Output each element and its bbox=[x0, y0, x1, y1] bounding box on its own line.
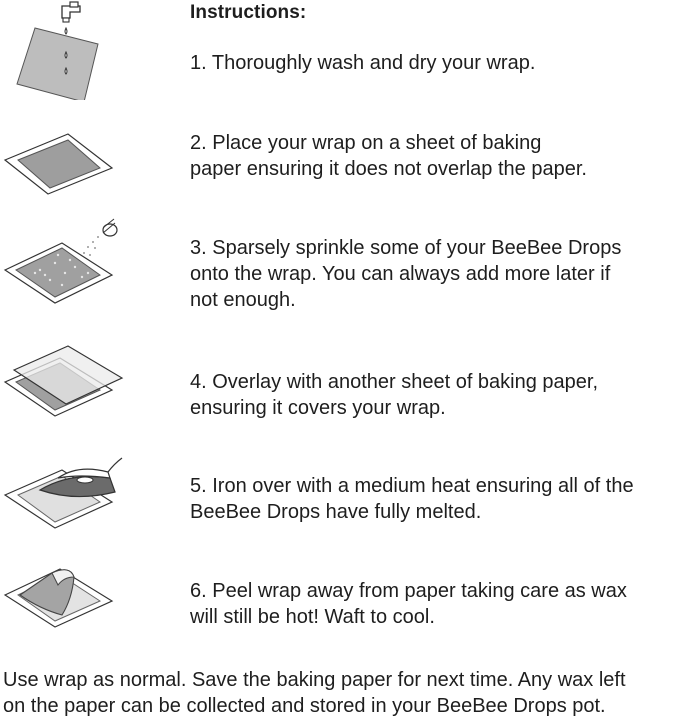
step-4-text: 4. Overlay with another sheet of baking paper, ensuring it covers your wrap. bbox=[190, 371, 599, 419]
step-6-text: 6. Peel wrap away from paper taking care as wax will still be hot! Waft to cool. bbox=[190, 580, 627, 628]
peel-wrap-icon bbox=[0, 555, 180, 635]
step-1-text: 1. Thoroughly wash and dry your wrap. bbox=[190, 52, 536, 74]
footer-note: Use wrap as normal. Save the baking paper for next time. Any wax left on the paper can be collected and stored in your BeeBee Drops pot. bbox=[3, 669, 626, 717]
tap-water-wrap-icon bbox=[0, 0, 180, 100]
sprinkle-drops-icon bbox=[0, 215, 180, 305]
step-2-text: 2. Place your wrap on a sheet of baking paper ensuring it does not overlap the paper. bbox=[190, 132, 587, 180]
overlay-paper-icon bbox=[0, 342, 180, 422]
instructions-title: Instructions: bbox=[190, 2, 307, 23]
step-3-text: 3. Sparsely sprinkle some of your BeeBee Drops onto the wrap. You can always add more later if not enough. bbox=[190, 237, 622, 311]
step-5-text: 5. Iron over with a medium heat ensuring all of the BeeBee Drops have fully melted. bbox=[190, 475, 634, 523]
iron-icon bbox=[0, 450, 180, 535]
wrap-on-paper-icon bbox=[0, 128, 180, 208]
